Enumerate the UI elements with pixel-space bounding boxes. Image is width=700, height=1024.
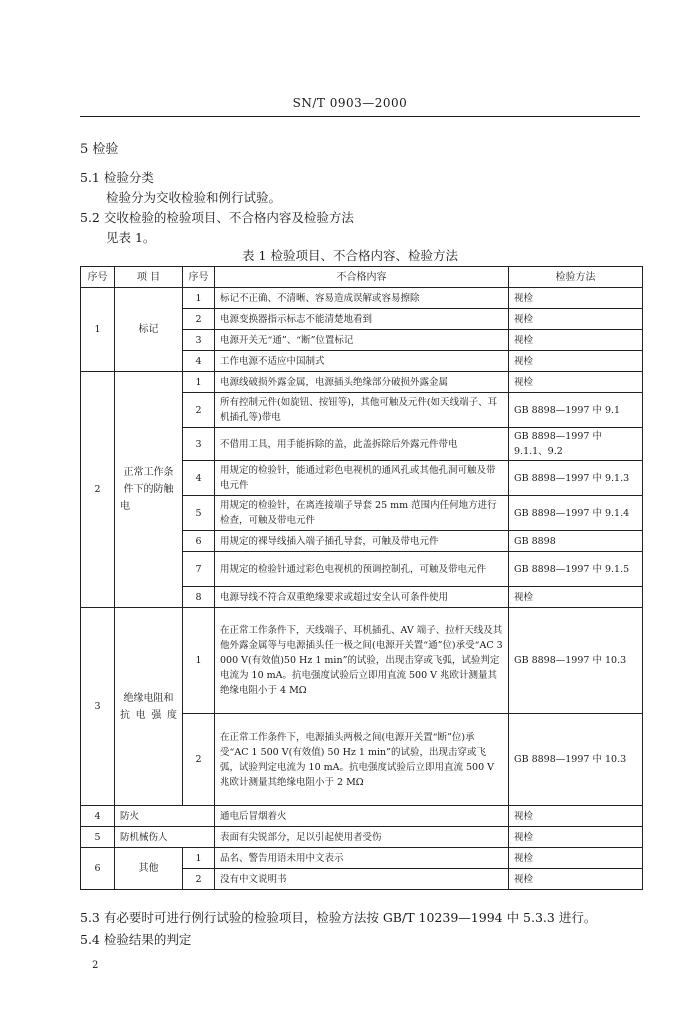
defect-text: 不借用工具，用手能拆除的盖，此盖拆除后外露元件带电 xyxy=(215,428,509,461)
table-row xyxy=(81,806,643,827)
defect-text: 表面有尖锐部分，足以引起使用者受伤 xyxy=(215,827,509,848)
header-item: 项 目 xyxy=(115,267,183,288)
defect-text: 用规定的检验针通过彩色电视机的预调控制孔，可触及带电元件 xyxy=(215,552,509,587)
table-row xyxy=(81,372,643,393)
defect-text: 电源线破损外露金属，电源插头绝缘部分破损外露金属 xyxy=(215,372,509,393)
header-no: 序号 xyxy=(81,267,115,288)
method-text: 视检 xyxy=(509,848,643,869)
method-text: 视检 xyxy=(509,288,643,309)
defect-text: 用规定的检验针，能通过彩色电视机的通风孔或其他孔洞可触及带电元件 xyxy=(215,461,509,496)
header-method: 检验方法 xyxy=(509,267,643,288)
table-row xyxy=(81,288,643,309)
method-text: GB 8898—1997 中 10.3 xyxy=(509,608,643,714)
method-text: GB 8898 xyxy=(509,531,643,552)
table-row xyxy=(81,827,643,848)
section-5-1-heading: 5.1 检验分类 xyxy=(80,170,154,185)
method-text: GB 8898—1997 中 10.3 xyxy=(509,714,643,806)
method-text: GB 8898—1997 中 9.1.5 xyxy=(509,552,643,587)
group-item: 正常工作条件下的防触电 xyxy=(115,372,183,608)
page-header: SN/T 0903—2000 xyxy=(292,96,408,110)
table-header-row xyxy=(81,267,643,288)
header-defect: 不合格内容 xyxy=(215,267,509,288)
method-text: GB 8898—1997 中 9.1 xyxy=(509,393,643,428)
sub-no: 1 xyxy=(183,848,215,869)
defect-text: 用规定的裸导线插入端子插孔导套，可触及带电元件 xyxy=(215,531,509,552)
sub-no: 1 xyxy=(183,288,215,309)
sub-no: 1 xyxy=(183,372,215,393)
group-item: 其他 xyxy=(115,848,183,890)
sub-no: 2 xyxy=(183,309,215,330)
group-no: 4 xyxy=(81,806,115,827)
section-5-4-heading: 5.4 检验结果的判定 xyxy=(80,932,192,947)
header-sub-no: 序号 xyxy=(183,267,215,288)
method-text: 视检 xyxy=(509,806,643,827)
sub-no: 3 xyxy=(183,330,215,351)
sub-no: 5 xyxy=(183,496,215,531)
defect-text: 电源开关无“通”、“断”位置标记 xyxy=(215,330,509,351)
table-row xyxy=(81,608,643,714)
group-item: 标记 xyxy=(115,288,183,372)
defect-text: 标记不正确、不清晰、容易造成误解或容易擦除 xyxy=(215,288,509,309)
sub-no: 3 xyxy=(183,428,215,461)
defect-text: 电源变换器指示标志不能清楚地看到 xyxy=(215,309,509,330)
method-text: 视检 xyxy=(509,309,643,330)
method-text: 视检 xyxy=(509,827,643,848)
method-text: GB 8898—1997 中 9.1.4 xyxy=(509,496,643,531)
sub-no: 6 xyxy=(183,531,215,552)
section-5-3: 5.3 有必要时可进行例行试验的检验项目，检验方法按 GB/T 10239—1994 中 5.3.3 进行。 xyxy=(80,910,597,925)
inspection-table xyxy=(80,266,643,890)
group-item: 绝缘电阻和抗电强度 xyxy=(115,608,183,806)
section-5-1-body: 检验分为交收检验和例行试验。 xyxy=(106,190,282,205)
sub-no: 1 xyxy=(183,608,215,714)
sub-no: 4 xyxy=(183,461,215,496)
group-no: 5 xyxy=(81,827,115,848)
sub-no: 7 xyxy=(183,552,215,587)
defect-text: 品名、警告用语未用中文表示 xyxy=(215,848,509,869)
group-item: 防火 xyxy=(115,806,215,827)
sub-no: 2 xyxy=(183,869,215,890)
page-number: 2 xyxy=(92,960,99,971)
header-rule xyxy=(80,116,640,117)
method-text: 视检 xyxy=(509,330,643,351)
group-no: 2 xyxy=(81,372,115,608)
method-text: 视检 xyxy=(509,869,643,890)
defect-text: 用规定的检验针，在离连接端子导套 25 mm 范围内任何地方进行检查，可触及带电元件 xyxy=(215,496,509,531)
defect-text: 在正常工作条件下，天线端子、耳机插孔、AV 端子、拉杆天线及其他外露金属等与电源插头任一极之间(电源开关置“通”位)承受“AC 3 000 V(有效值)50 Hz 1 min”的试验，出现击穿或飞弧，试验判定电流为 10 mA。抗电强度试验后立即用直流 500 V 兆欧计测量其绝缘电阻小于 4 MΩ xyxy=(215,608,509,714)
table-caption: 表 1 检验项目、不合格内容、检验方法 xyxy=(242,248,458,263)
defect-text: 所有控制元件(如旋钮、按钮等)，其他可触及元件(如天线端子、耳机插孔等)带电 xyxy=(215,393,509,428)
sub-no: 8 xyxy=(183,587,215,608)
method-text: 视检 xyxy=(509,351,643,372)
sub-no: 2 xyxy=(183,714,215,806)
group-no: 3 xyxy=(81,608,115,806)
group-no: 1 xyxy=(81,288,115,372)
defect-text: 电源导线不符合双重绝缘要求或超过安全认可条件使用 xyxy=(215,587,509,608)
section-5-heading: 5 检验 xyxy=(80,142,119,157)
defect-text: 没有中文说明书 xyxy=(215,869,509,890)
group-no: 6 xyxy=(81,848,115,890)
sub-no: 2 xyxy=(183,393,215,428)
method-text: 视检 xyxy=(509,372,643,393)
defect-text: 工作电源不适应中国制式 xyxy=(215,351,509,372)
defect-text: 通电后冒烟着火 xyxy=(215,806,509,827)
sub-no: 4 xyxy=(183,351,215,372)
group-item: 防机械伤人 xyxy=(115,827,215,848)
section-5-2-heading: 5.2 交收检验的检验项目、不合格内容及检验方法 xyxy=(80,210,354,225)
method-text: 视检 xyxy=(509,587,643,608)
defect-text: 在正常工作条件下，电源插头两极之间(电源开关置“断”位)承受“AC 1 500 V(有效值) 50 Hz 1 min”的试验，出现击穿或飞弧，试验判定电流为 10 mA。抗电强度试验后立即用直流 500 V 兆欧计测量其绝缘电阻小于 2 MΩ xyxy=(215,714,509,806)
section-5-2-body: 见表 1。 xyxy=(106,230,156,245)
table-row xyxy=(81,848,643,869)
method-text: GB 8898—1997 中 9.1.1、9.2 xyxy=(509,428,643,461)
method-text: GB 8898—1997 中 9.1.3 xyxy=(509,461,643,496)
